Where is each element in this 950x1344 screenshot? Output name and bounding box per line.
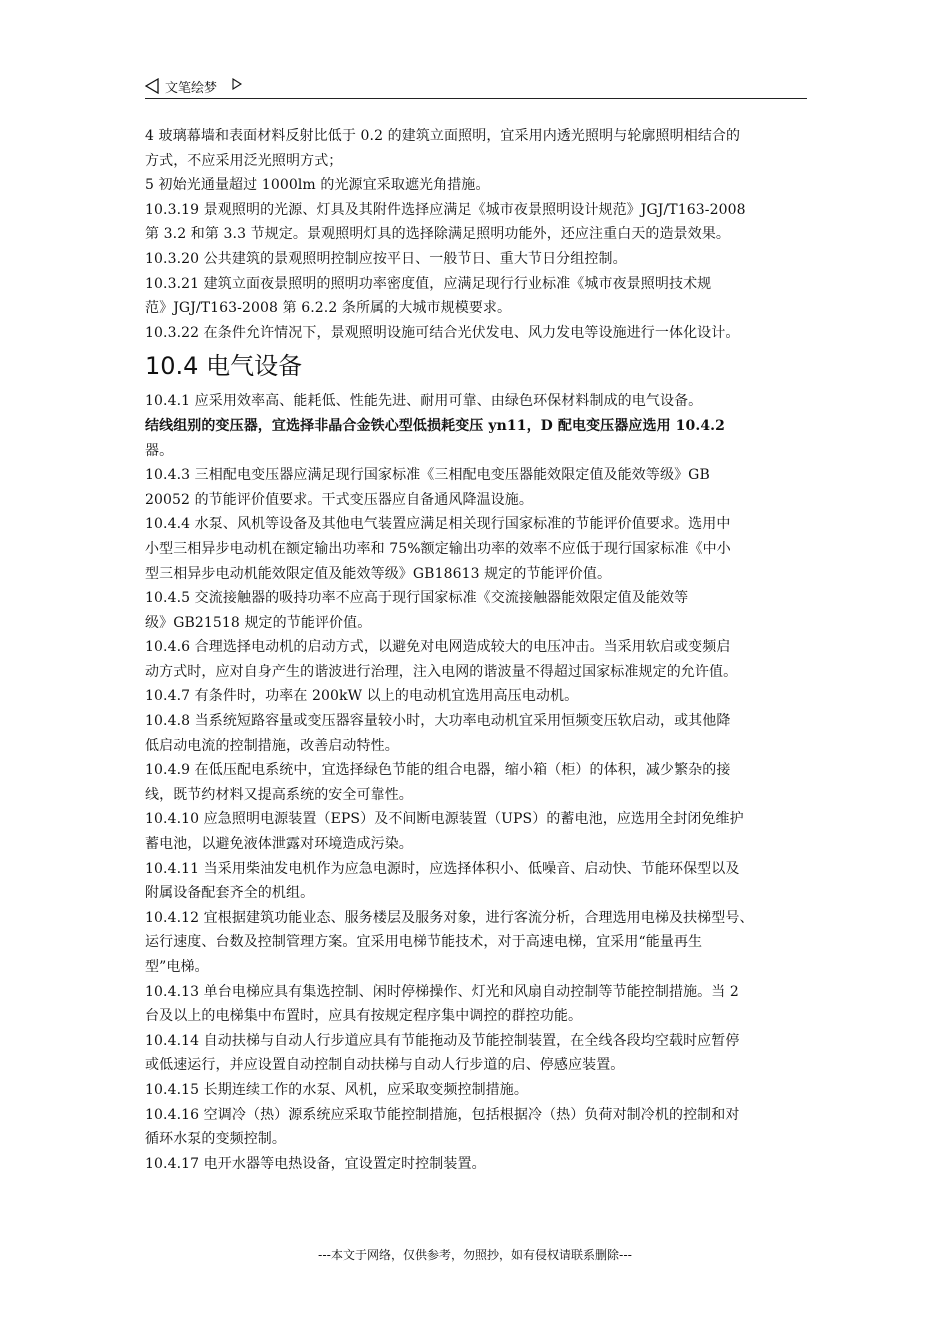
triangle-left-icon xyxy=(145,78,159,94)
text-line: 10.4.3 三相配电变压器应满足现行国家标准《三相配电变压器能效限定值及能效等级》GB xyxy=(145,467,710,484)
text-line: 10.4.11 当采用柴油发电机作为应急电源时，应选择体积小、低噪音、启动快、节能环保型以及 xyxy=(145,860,740,877)
paragraphs-section-10-4 xyxy=(145,389,813,1176)
text-line: 4 玻璃幕墙和表面材料反射比低于 0.2 的建筑立面照明，宜采用内透光照明与轮廓照明相结合的 xyxy=(145,128,741,144)
text-line: 10.4.4 水泵、风机等设备及其他电气装置应满足相关现行国家标准的节能评价值要求。选用中 xyxy=(145,516,731,533)
text-line: 小型三相异步电动机在额定输出功率和 75%额定输出功率的效率不应低于现行国家标准《中小 xyxy=(145,540,731,557)
document-body xyxy=(145,124,813,1176)
text-line: 范》JGJ/T163-2008 第 6.2.2 条所属的大城市规模要求。 xyxy=(145,300,512,317)
text-line: 10.4.14 自动扶梯与自动人行步道应具有节能拖动及节能控制装置，在全线各段均空载时应暂停 xyxy=(145,1032,740,1049)
text-line: 10.4.8 当系统短路容量或变压器容量较小时，大功率电动机宜采用恒频变压软启动，或其他降 xyxy=(145,713,731,730)
text-line: 10.4.17 电开水器等电热设备，宜设置定时控制装置。 xyxy=(145,1155,486,1172)
text-line: 或低速运行，并应设置自动控制自动扶梯与自动人行步道的启、停感应装置。 xyxy=(145,1057,625,1074)
text-line: 10.4.6 合理选择电动机的启动方式，以避免对电网造成较大的电压冲击。当采用软启或变频启 xyxy=(145,639,731,656)
text-line: 20052 的节能评价值要求。干式变压器应自备通风降温设施。 xyxy=(145,491,533,508)
header-brand: 文笔绘梦 xyxy=(165,81,218,96)
triangle-right-icon xyxy=(232,78,242,90)
text-line: 10.4.15 长期连续工作的水泵、风机，应采取变频控制措施。 xyxy=(145,1081,528,1098)
text-line: 结线组别的变压器，宜选择非晶合金铁心型低损耗变压 yn11，D 配电变压器应选用 10.4.2 xyxy=(145,417,725,434)
text-line: 10.4.1 应采用效率高、能耗低、性能先进、耐用可靠、由绿色环保材料制成的电气设备。 xyxy=(145,393,703,410)
text-line: 台及以上的电梯集中布置时，应具有按规定程序集中调控的群控功能。 xyxy=(145,1008,583,1025)
text-line: 第 3.2 和第 3.3 节规定。景观照明灯具的选择除满足照明功能外，还应注重白天的造景效果。 xyxy=(145,226,731,243)
text-line: 附属设备配套齐全的机组。 xyxy=(145,885,315,902)
text-line: 10.3.21 建筑立面夜景照明的照明功率密度值，应满足现行行业标准《城市夜景照明技术规 xyxy=(145,275,712,292)
page-header xyxy=(145,74,807,99)
text-line: 10.4.12 宜根据建筑功能业态、服务楼层及服务对象，进行客流分析，合理选用电梯及扶梯型号、 xyxy=(145,909,754,926)
text-line: 动方式时，应对自身产生的谐波进行治理，注入电网的谐波量不得超过国家标准规定的允许值。 xyxy=(145,663,738,680)
text-line: 10.4.10 应急照明电源装置（EPS）及不间断电源装置（UPS）的蓄电池，应选用全封闭免维护 xyxy=(145,811,744,828)
text-line: 循环水泵的变频控制。 xyxy=(145,1131,286,1148)
text-line: 方式，不应采用泛光照明方式； xyxy=(145,152,343,169)
text-line: 级》GB21518 规定的节能评价值。 xyxy=(145,614,372,631)
text-line: 10.3.22 在条件允许情况下，景观照明设施可结合光伏发电、风力发电等设施进行一体化设计。 xyxy=(145,324,740,341)
text-line: 器。 xyxy=(145,442,174,459)
text-line: 10.4.13 单台电梯应具有集选控制、闲时停梯操作、灯光和风扇自动控制等节能控制措施。当 2 xyxy=(145,983,739,1000)
text-line: 低启动电流的控制措施，改善启动特性。 xyxy=(145,737,399,754)
text-line: 5 初始光通量超过 1000lm 的光源宜采取遮光角措施。 xyxy=(145,177,490,194)
section-heading: 10.4 电气设备 xyxy=(145,352,303,381)
text-line: 10.4.5 交流接触器的吸持功率不应高于现行国家标准《交流接触器能效限定值及能效等 xyxy=(145,590,689,607)
text-line: 线，既节约材料又提高系统的安全可靠性。 xyxy=(145,786,413,803)
text-line: 10.4.7 有条件时，功率在 200kW 以上的电动机宜选用高压电动机。 xyxy=(145,688,579,705)
text-line: 蓄电池，以避免液体泄露对环境造成污染。 xyxy=(145,836,413,853)
text-line: 型”电梯。 xyxy=(145,959,209,975)
footer-disclaimer: ---本文于网络，仅供参考，勿照抄，如有侵权请联系删除--- xyxy=(318,1248,632,1262)
text-line: 型三相异步电动机能效限定值及能效等级》GB18613 规定的节能评价值。 xyxy=(145,565,612,582)
text-line: 运行速度、台数及控制管理方案。宜采用电梯节能技术，对于高速电梯，宜采用“能量再生 xyxy=(145,934,703,951)
text-line: 10.3.19 景观照明的光源、灯具及其附件选择应满足《城市夜景照明设计规范》JGJ/T163-2008 xyxy=(145,201,746,218)
text-line: 10.3.20 公共建筑的景观照明控制应按平日、一般节日、重大节日分组控制。 xyxy=(145,250,627,267)
text-line: 10.4.9 在低压配电系统中，宜选择绿色节能的组合电器，缩小箱（柜）的体积，减少繁杂的接 xyxy=(145,762,731,779)
text-line: 10.4.16 空调冷（热）源系统应采取节能控制措施，包括根据冷（热）负荷对制冷机的控制和对 xyxy=(145,1106,740,1123)
paragraphs-section-10-3 xyxy=(145,124,813,345)
